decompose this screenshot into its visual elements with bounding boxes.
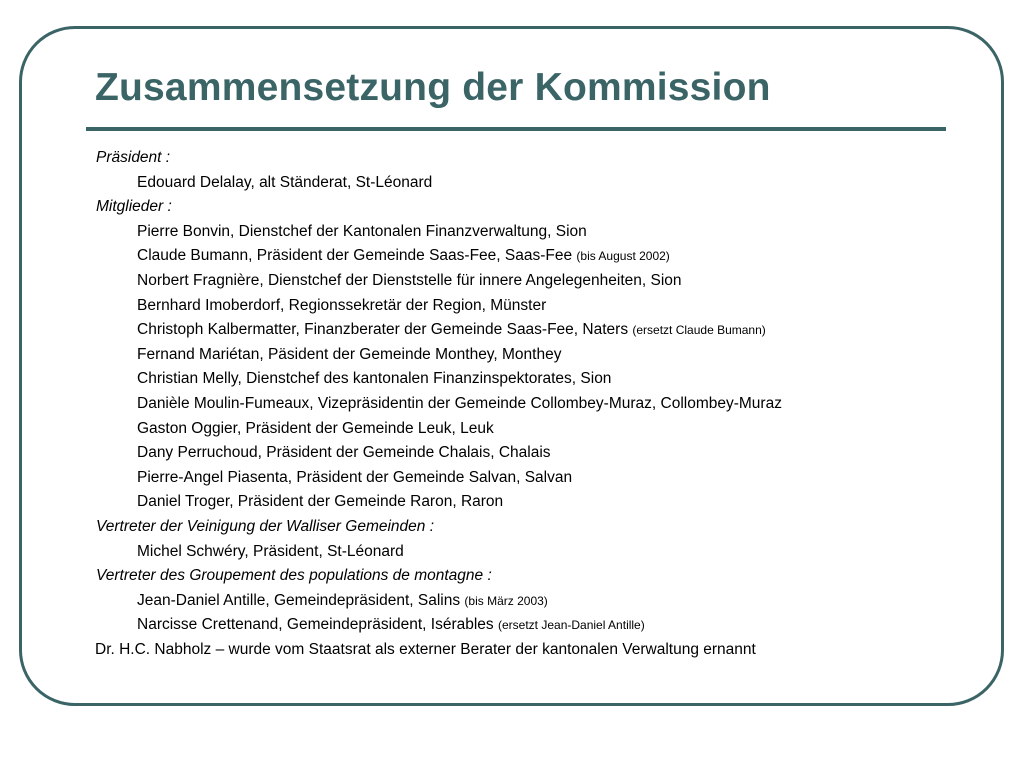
line-text: Fernand Mariétan, Päsident der Gemeinde Monthey, Monthey [137, 345, 562, 363]
member-line [0, 613, 1024, 638]
line-note: (bis März 2003) [464, 593, 548, 608]
advisor-line [0, 638, 1024, 663]
line-text: Dr. H.C. Nabholz – wurde vom Staatsrat als externer Berater der kantonalen Verwaltung ernannt [95, 640, 756, 658]
line-text: Christian Melly, Dienstchef des kantonalen Finanzinspektorates, Sion [137, 370, 612, 388]
line-text: Norbert Fragnière, Dienstchef der Dienststelle für innere Angelegenheiten, Sion [137, 271, 682, 289]
title-divider [86, 127, 946, 131]
line-text: Danièle Moulin-Fumeaux, Vizepräsidentin der Gemeinde Collombey-Muraz, Collombey-Muraz [137, 394, 782, 412]
member-line [0, 392, 1024, 417]
line-text: Claude Bumann, Präsident der Gemeinde Saas-Fee, Saas-Fee [137, 247, 577, 265]
slide-title: Zusammensetzung der Kommission [95, 66, 771, 109]
member-line [0, 171, 1024, 196]
line-note: (bis August 2002) [576, 249, 670, 264]
member-line [0, 417, 1024, 442]
line-note: (ersetzt Claude Bumann) [632, 323, 766, 338]
slide-content [0, 146, 1024, 662]
section-heading-president [0, 146, 1024, 171]
member-line [0, 540, 1024, 565]
section-heading-municipalities [0, 515, 1024, 540]
section-heading-members [0, 195, 1024, 220]
line-text: Daniel Troger, Präsident der Gemeinde Raron, Raron [137, 493, 504, 511]
member-line [0, 490, 1024, 515]
member-line [0, 294, 1024, 319]
member-line [0, 367, 1024, 392]
line-text: Christoph Kalbermatter, Finanzberater der Gemeinde Saas-Fee, Naters [137, 321, 633, 339]
member-line [0, 441, 1024, 466]
section-heading-mountain-groups [0, 564, 1024, 589]
line-text: Vertreter des Groupement des populations de montagne : [96, 567, 492, 585]
line-text: Präsident : [96, 149, 171, 166]
line-text: Pierre-Angel Piasenta, Präsident der Gemeinde Salvan, Salvan [137, 468, 573, 486]
line-text: Vertreter der Veinigung der Walliser Gemeinden : [96, 517, 435, 535]
line-text: Mitglieder : [96, 198, 172, 216]
line-text: Gaston Oggier, Präsident der Gemeinde Leuk, Leuk [137, 419, 494, 437]
line-text: Pierre Bonvin, Dienstchef der Kantonalen Finanzverwaltung, Sion [137, 222, 587, 240]
line-text: Jean-Daniel Antille, Gemeindepräsident, Salins [137, 591, 465, 609]
member-line [0, 318, 1024, 343]
line-text: Michel Schwéry, Präsident, St-Léonard [137, 542, 404, 560]
member-line [0, 220, 1024, 245]
member-line [0, 244, 1024, 269]
line-text: Edouard Delalay, alt Ständerat, St-Léonard [137, 173, 433, 191]
member-line [0, 589, 1024, 614]
line-text: Dany Perruchoud, Präsident der Gemeinde Chalais, Chalais [137, 444, 551, 462]
line-text: Bernhard Imoberdorf, Regionssekretär der Region, Münster [137, 296, 547, 314]
line-text: Narcisse Crettenand, Gemeindepräsident, Isérables [137, 616, 498, 634]
line-note: (ersetzt Jean-Daniel Antille) [498, 618, 645, 633]
member-line [0, 343, 1024, 368]
member-line [0, 269, 1024, 294]
member-line [0, 466, 1024, 491]
